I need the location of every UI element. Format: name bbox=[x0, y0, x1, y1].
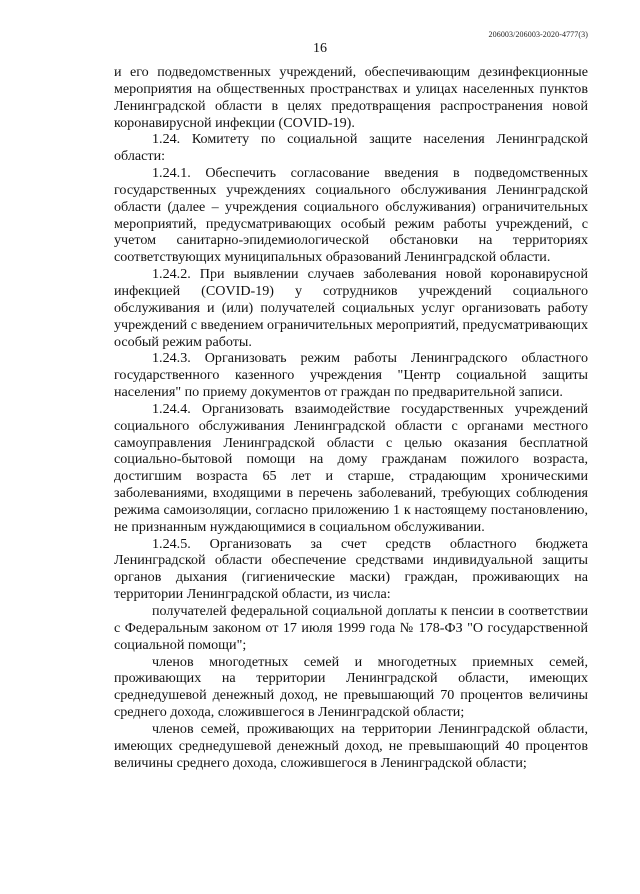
paragraph-continuation: и его подведомственных учреждений, обеспечивающим дезинфекционные мероприятия на общественных пространствах и улицах населенных пунктов Ленинградской области в целях предотвращения распространения новой коронавирусной инфекции (COVID-19). bbox=[114, 64, 588, 131]
list-item-pension-recipients: получателей федеральной социальной доплаты к пенсии в соответствии с Федеральным законом от 17 июля 1999 года № 178-ФЗ "О государственной социальной помощи"; bbox=[114, 603, 588, 653]
paragraph-1-24-1: 1.24.1. Обеспечить согласование введения в подведомственных государственных учреждениях социального обслуживания Ленинградской области (далее – учреждения социального обслуживания) ограничительных мероприятий, предусматривающих особый режим работы учреждений, с учетом санитарно-эпидемиологической обстановки на территориях соответствующих муниципальных образований Ленинградской области. bbox=[114, 165, 588, 266]
paragraph-1-24-5: 1.24.5. Организовать за счет средств областного бюджета Ленинградской области обеспечение средствами индивидуальной защиты органов дыхания (гигиенические маски) граждан, проживающих на территории Ленинградской области, из числа: bbox=[114, 535, 588, 603]
document-registration-code: 206003/206003-2020-4777(3) bbox=[488, 30, 588, 39]
paragraph-1-24: 1.24. Комитету по социальной защите населения Ленинградской области: bbox=[114, 131, 588, 165]
list-item-large-families: членов многодетных семей и многодетных приемных семей, проживающих на территории Ленинградской области, имеющих среднедушевой денежный доход, не превышающий 70 процентов величины среднего дохода, сложившегося в Ленинградской области; bbox=[114, 653, 588, 721]
paragraph-1-24-4: 1.24.4. Организовать взаимодействие государственных учреждений социального обслуживания Ленинградской области с органами местного самоуправления Ленинградской области с целью оказания бесплатной социально-бытовой помощи на дому гражданам пожилого возраста, достигшим возраста 65 лет и старше, страдающим хроническими заболеваниями, входящими в перечень заболеваний, требующих соблюдения режима самоизоляции, согласно приложению 1 к настоящему постановлению, не признанным нуждающимися в социальном обслуживании. bbox=[114, 400, 588, 535]
page-number: 16 bbox=[313, 41, 327, 56]
document-body bbox=[114, 64, 588, 771]
list-item-low-income-families: членов семей, проживающих на территории Ленинградской области, имеющих среднедушевой денежный доход, не превышающий 40 процентов величины среднего дохода, сложившегося в Ленинградской области; bbox=[114, 720, 588, 771]
paragraph-1-24-2: 1.24.2. При выявлении случаев заболевания новой коронавирусной инфекцией (COVID-19) у сотрудников учреждений социального обслуживания и (или) получателей социальных услуг организовать работу учреждений с введением ограничительных мероприятий, предусматривающих особый режим работы. bbox=[114, 266, 588, 350]
paragraph-1-24-3: 1.24.3. Организовать режим работы Ленинградского областного государственного казенного учреждения "Центр социальной защиты населения" по приему документов от граждан по предварительной записи. bbox=[114, 350, 588, 401]
